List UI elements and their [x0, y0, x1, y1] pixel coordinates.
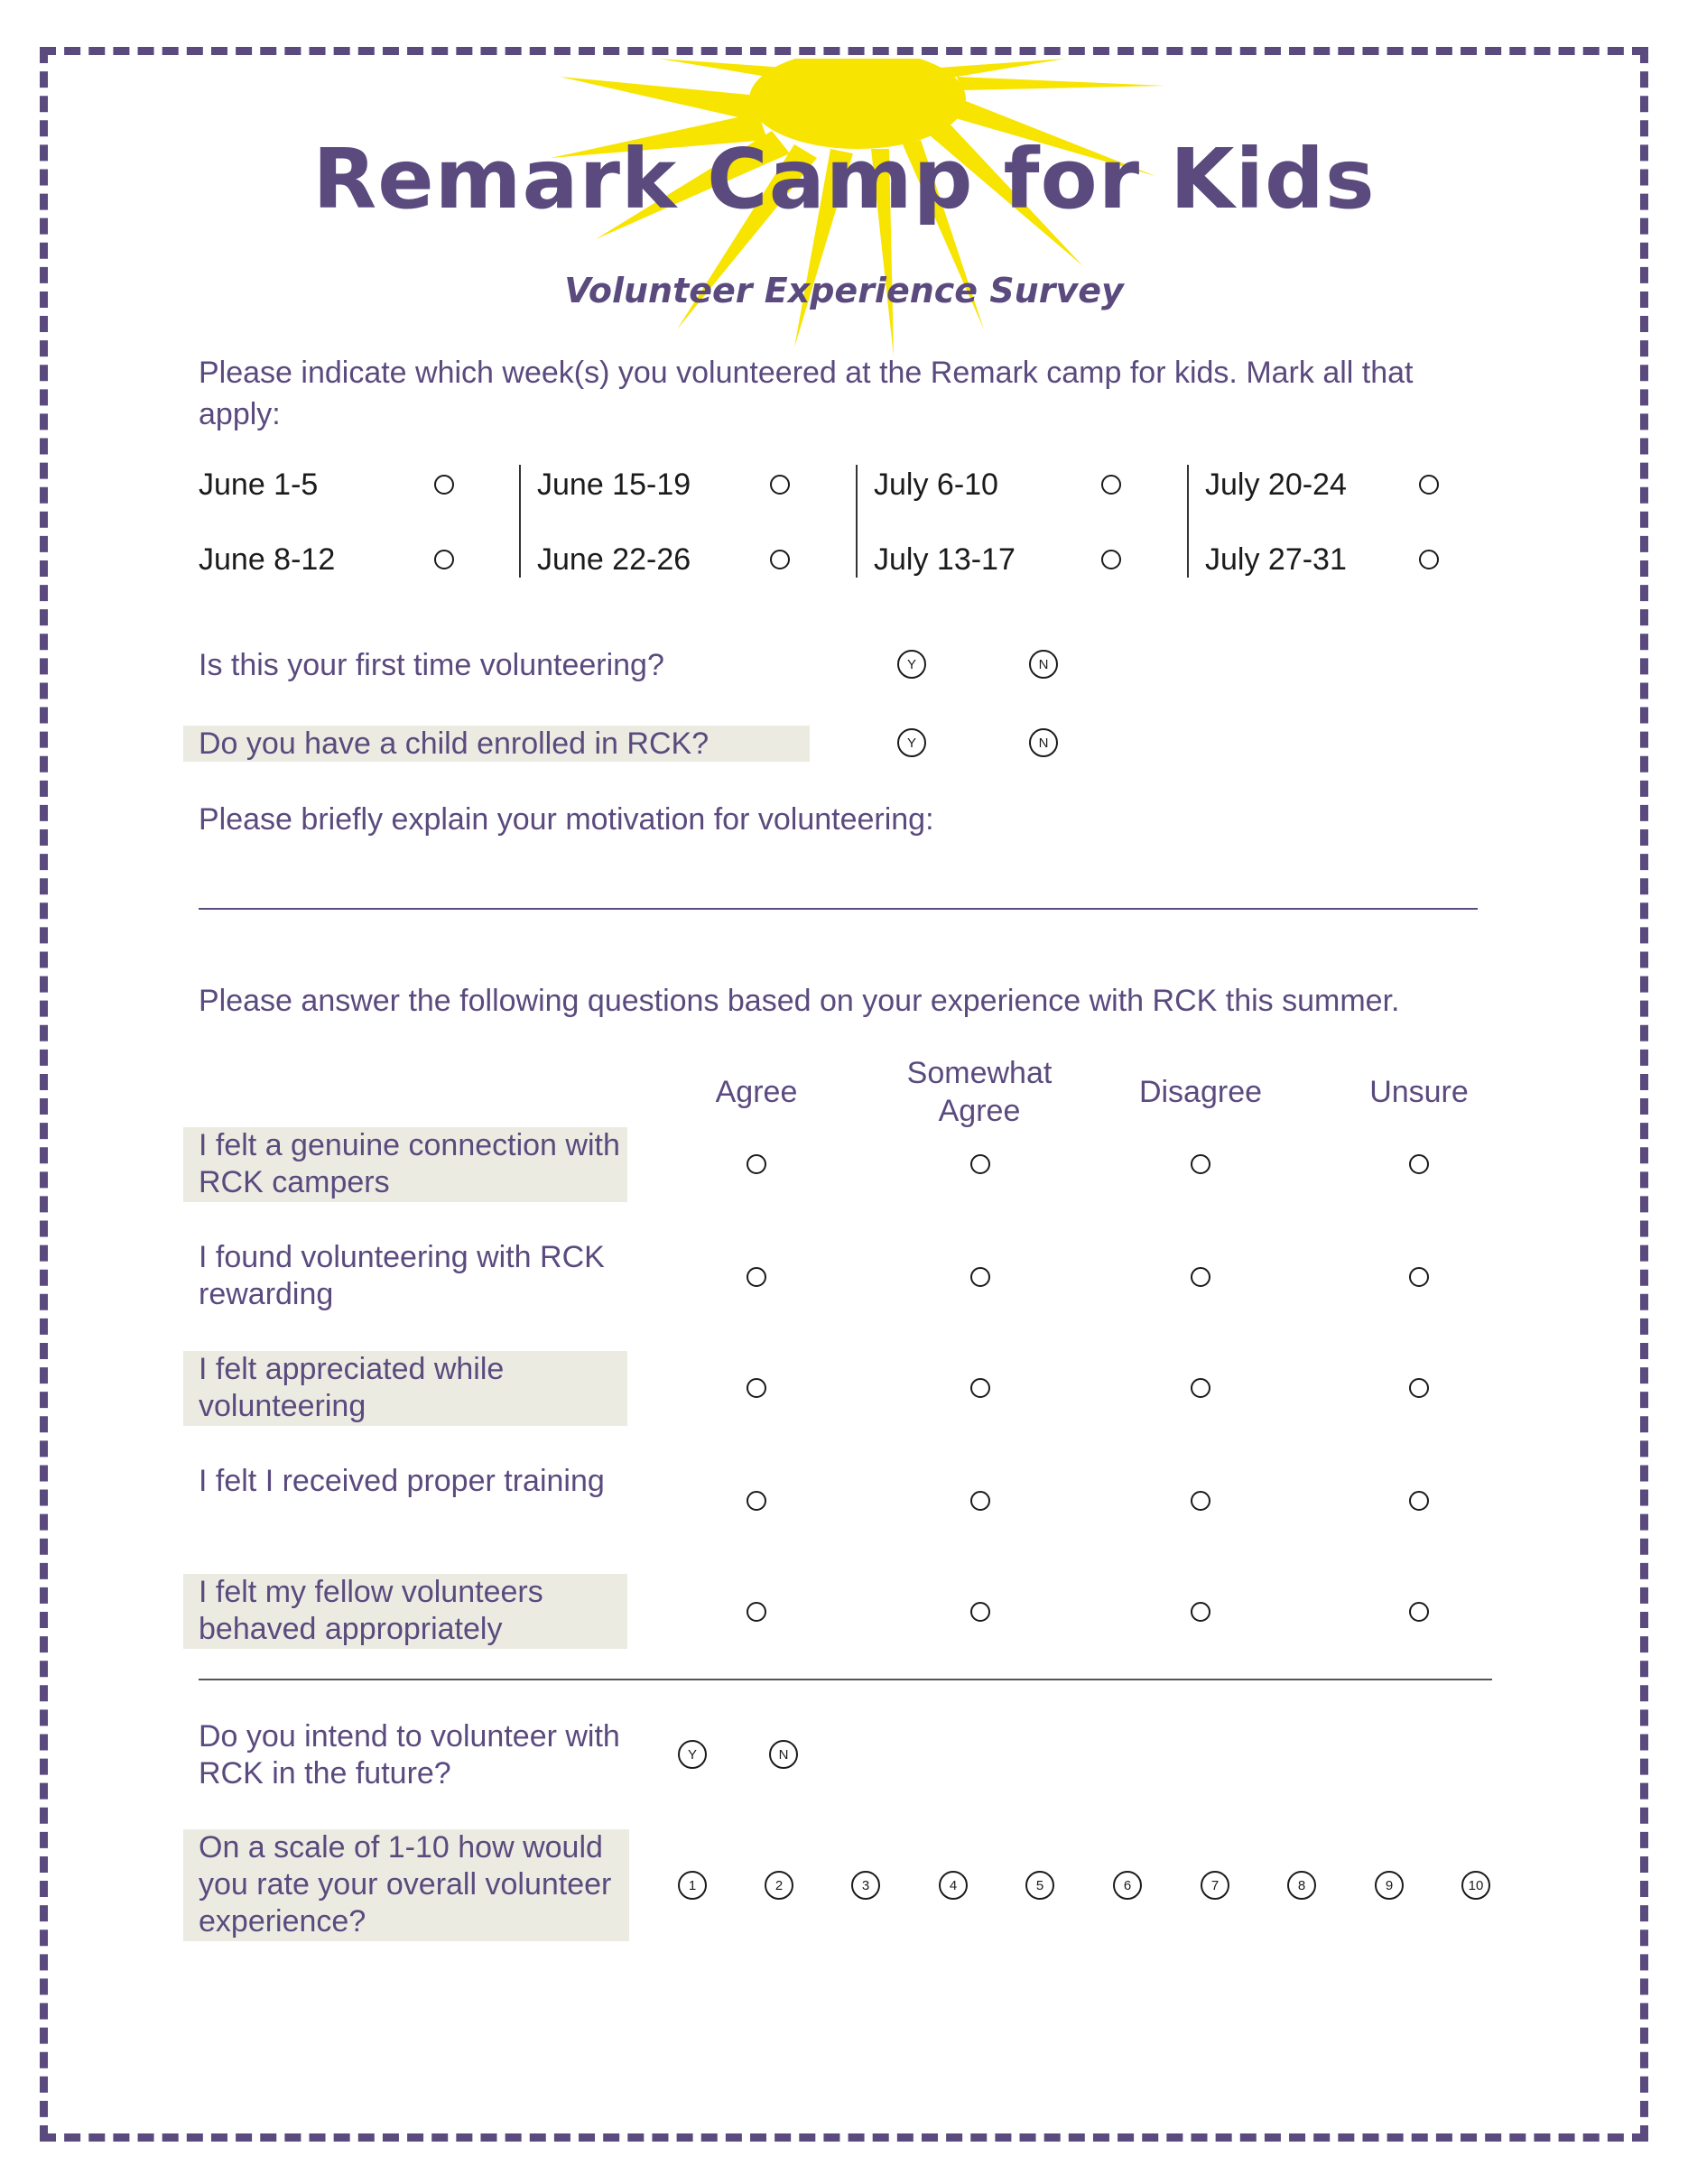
disagree-radio[interactable]	[1191, 1267, 1210, 1287]
section-divider	[199, 1679, 1492, 1680]
rating-7-radio[interactable]: 7	[1201, 1871, 1229, 1900]
rating-9-radio[interactable]: 9	[1375, 1871, 1404, 1900]
motivation-question: Please briefly explain your motivation for volunteering:	[199, 802, 934, 837]
statement-text: I felt a genuine connection with RCK campers	[199, 1128, 620, 1199]
future-yes-radio[interactable]: Y	[678, 1740, 707, 1769]
week-checkbox[interactable]	[1419, 550, 1439, 569]
column-header-disagree: Disagree	[1138, 1075, 1263, 1109]
experience-prompt: Please answer the following questions based on your experience with RCK this summer.	[199, 984, 1400, 1018]
week-label: June 15-19	[537, 467, 691, 502]
week-divider	[1187, 465, 1189, 578]
agree-radio[interactable]	[747, 1267, 766, 1287]
unsure-radio[interactable]	[1409, 1378, 1429, 1398]
rating-10-radio[interactable]: 10	[1461, 1871, 1490, 1900]
week-checkbox[interactable]	[770, 475, 790, 495]
somewhat-agree-radio[interactable]	[970, 1602, 990, 1622]
week-checkbox[interactable]	[434, 475, 454, 495]
disagree-radio[interactable]	[1191, 1378, 1210, 1398]
unsure-radio[interactable]	[1409, 1154, 1429, 1174]
rating-6-radio[interactable]: 6	[1113, 1871, 1142, 1900]
week-label: July 13-17	[874, 542, 1016, 577]
rating-question: On a scale of 1-10 how would you rate your overall volunteer experience?	[199, 1830, 612, 1939]
somewhat-agree-radio[interactable]	[970, 1491, 990, 1511]
disagree-radio[interactable]	[1191, 1154, 1210, 1174]
somewhat-agree-radio[interactable]	[970, 1378, 990, 1398]
rating-8-radio[interactable]: 8	[1287, 1871, 1316, 1900]
agree-radio[interactable]	[747, 1602, 766, 1622]
column-header-unsure: Unsure	[1369, 1075, 1469, 1109]
disagree-radio[interactable]	[1191, 1602, 1210, 1622]
rating-3-radio[interactable]: 3	[851, 1871, 880, 1900]
rating-2-radio[interactable]: 2	[765, 1871, 793, 1900]
weeks-prompt: Please indicate which week(s) you volunteered at the Remark camp for kids. Mark all that apply:	[199, 356, 1414, 431]
week-label: July 6-10	[874, 467, 998, 502]
agree-radio[interactable]	[747, 1154, 766, 1174]
child-enrolled-no-radio[interactable]: N	[1029, 728, 1058, 757]
week-checkbox[interactable]	[1101, 550, 1121, 569]
unsure-radio[interactable]	[1409, 1602, 1429, 1622]
week-checkbox[interactable]	[434, 550, 454, 569]
statement-text: I felt I received proper training	[199, 1464, 605, 1498]
column-header-somewhat-agree: Somewhat Agree	[906, 1056, 1053, 1128]
week-label: July 20-24	[1205, 467, 1347, 502]
rating-1-radio[interactable]: 1	[678, 1871, 707, 1900]
first-time-question: Is this your first time volunteering?	[199, 648, 664, 682]
column-header-agree: Agree	[715, 1075, 798, 1109]
somewhat-agree-radio[interactable]	[970, 1267, 990, 1287]
week-label: June 8-12	[199, 542, 336, 577]
first-time-yes-radio[interactable]: Y	[897, 650, 926, 679]
future-question: Do you intend to volunteer with RCK in the future?	[199, 1719, 620, 1791]
somewhat-agree-radio[interactable]	[970, 1154, 990, 1174]
statement-text: I felt appreciated while volunteering	[199, 1352, 505, 1423]
first-time-no-radio[interactable]: N	[1029, 650, 1058, 679]
child-enrolled-yes-radio[interactable]: Y	[897, 728, 926, 757]
motivation-answer-line[interactable]	[199, 908, 1478, 910]
rating-5-radio[interactable]: 5	[1025, 1871, 1054, 1900]
week-divider	[856, 465, 858, 578]
agree-radio[interactable]	[747, 1378, 766, 1398]
child-enrolled-question: Do you have a child enrolled in RCK?	[199, 726, 710, 761]
disagree-radio[interactable]	[1191, 1491, 1210, 1511]
week-label: July 27-31	[1205, 542, 1347, 577]
agree-radio[interactable]	[747, 1491, 766, 1511]
unsure-radio[interactable]	[1409, 1267, 1429, 1287]
week-divider	[519, 465, 521, 578]
week-label: June 22-26	[537, 542, 691, 577]
rating-4-radio[interactable]: 4	[939, 1871, 968, 1900]
week-label: June 1-5	[199, 467, 319, 502]
statement-text: I found volunteering with RCK rewarding	[199, 1240, 605, 1311]
statement-text: I felt my fellow volunteers behaved appropriately	[199, 1575, 543, 1646]
week-checkbox[interactable]	[1101, 475, 1121, 495]
unsure-radio[interactable]	[1409, 1491, 1429, 1511]
page-subtitle: Volunteer Experience Survey	[564, 271, 1124, 310]
week-checkbox[interactable]	[1419, 475, 1439, 495]
page-title: Remark Camp for Kids	[312, 131, 1376, 227]
future-no-radio[interactable]: N	[769, 1740, 798, 1769]
week-checkbox[interactable]	[770, 550, 790, 569]
